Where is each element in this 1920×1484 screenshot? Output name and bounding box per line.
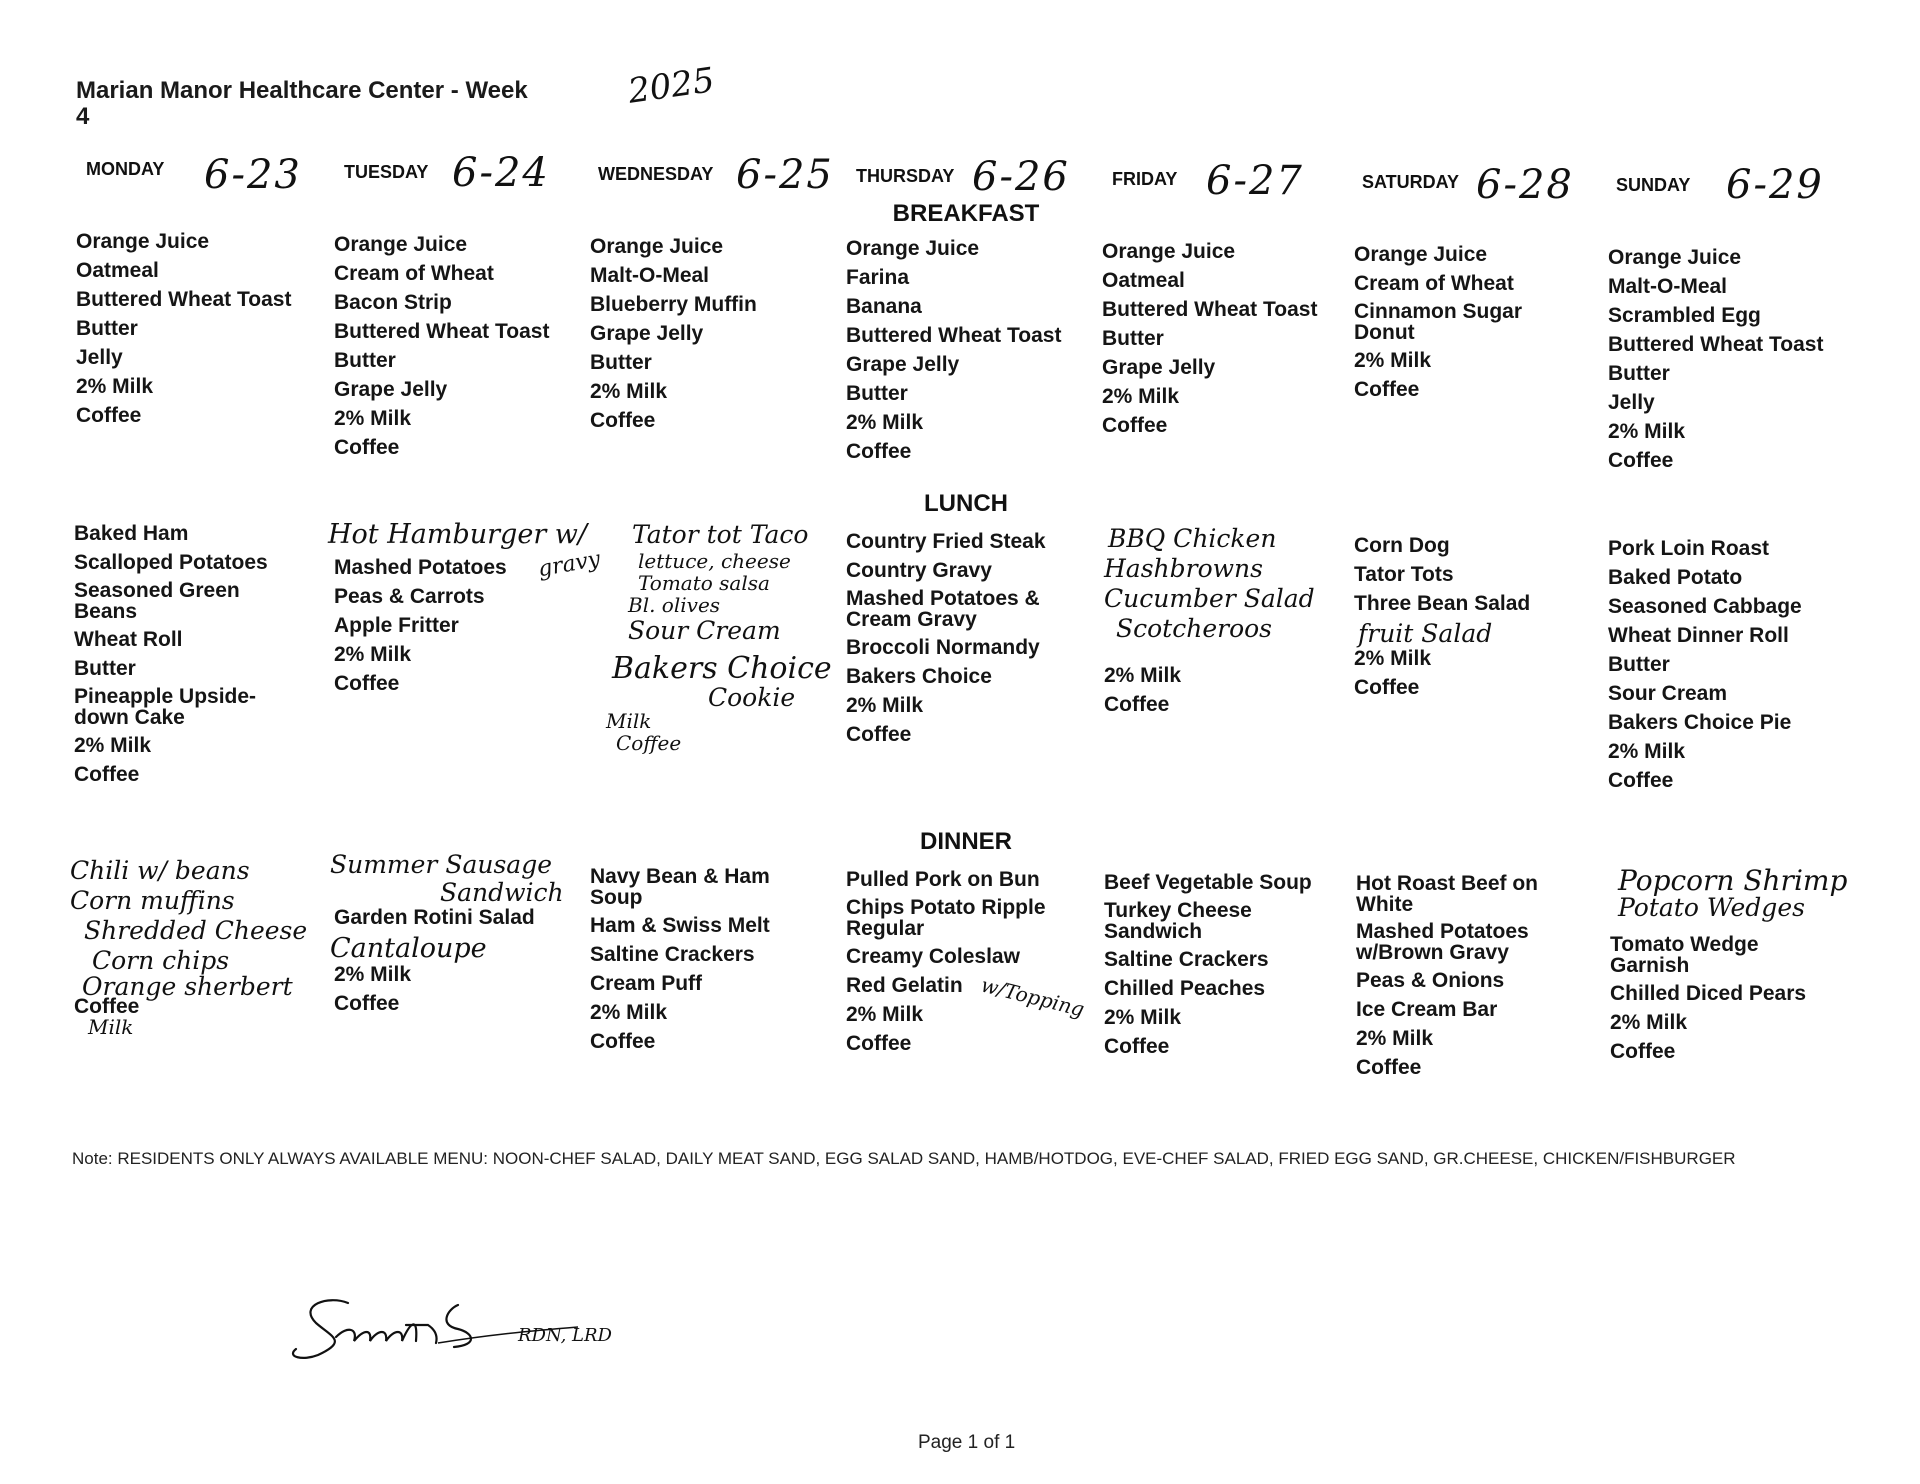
menu-item: 2% Milk <box>846 694 924 717</box>
date-friday: 6-27 <box>1206 158 1304 204</box>
menu-item: Pork Loin Roast <box>1608 537 1770 560</box>
menu-item: Coffee <box>74 995 140 1018</box>
menu-item: Orange Juice <box>590 235 724 258</box>
breakfast-tuesday <box>334 233 584 465</box>
handwritten-item: BBQ Chicken <box>1108 524 1277 553</box>
menu-item: Grape Jelly <box>590 322 704 345</box>
menu-item: Tator Tots <box>1354 563 1454 586</box>
menu-item: Turkey Cheese Sandwich <box>1104 899 1252 943</box>
handwritten-item: Popcorn Shrimp <box>1618 864 1848 897</box>
menu-item: Butter <box>590 351 652 374</box>
date-saturday: 6-28 <box>1476 162 1574 208</box>
menu-item: Butter <box>76 317 138 340</box>
menu-item: Oatmeal <box>1102 269 1185 292</box>
menu-item: Blueberry Muffin <box>590 293 757 316</box>
menu-item: Farina <box>846 266 910 289</box>
menu-item: Cream of Wheat <box>334 262 494 285</box>
handwritten-item: Hot Hamburger w/ <box>328 519 588 550</box>
handwritten-item: Cookie <box>708 683 796 712</box>
svg-text:RDN, LRD: RDN, LRD <box>518 1325 612 1346</box>
dinner-thursday <box>846 868 1076 1061</box>
menu-item: Buttered Wheat Toast <box>1102 298 1318 321</box>
menu-item: 2% Milk <box>74 734 152 757</box>
menu-item: Butter <box>334 349 396 372</box>
menu-item: 2% Milk <box>1104 1006 1182 1029</box>
menu-item: Mashed Potatoes & Cream Gravy <box>846 587 1040 631</box>
section-lunch: LUNCH <box>924 490 1008 517</box>
handwritten-item: Hashbrowns <box>1104 554 1263 583</box>
menu-item: Ham & Swiss Melt <box>590 914 770 937</box>
handwritten-item: fruit Salad <box>1358 619 1493 648</box>
menu-item: Orange Juice <box>1102 240 1236 263</box>
menu-item: Country Fried Steak <box>846 530 1046 553</box>
handwritten-item: Shredded Cheese <box>84 916 308 945</box>
menu-item: Seasoned Green Beans <box>74 579 240 623</box>
handwritten-item: Cucumber Salad <box>1104 584 1315 613</box>
menu-item: Hot Roast Beef on White <box>1356 872 1539 916</box>
page-number: Page 1 of 1 <box>918 1432 1016 1453</box>
menu-item: Coffee <box>1104 693 1170 716</box>
menu-item: Pineapple Upside-down Cake <box>74 685 257 729</box>
menu-item: Coffee <box>846 1032 912 1055</box>
menu-item: Ice Cream Bar <box>1356 998 1498 1021</box>
lunch-saturday <box>1354 534 1604 705</box>
menu-item: Sour Cream <box>1608 682 1728 705</box>
date-sunday: 6-29 <box>1726 162 1824 208</box>
menu-item: Coffee <box>1608 769 1674 792</box>
handwritten-item: Chili w/ beans <box>70 856 250 885</box>
menu-item: 2% Milk <box>1608 420 1686 443</box>
handwritten-item: Milk <box>88 1015 134 1039</box>
handwritten-item: Potato Wedges <box>1618 893 1805 922</box>
menu-item: Coffee <box>334 992 400 1015</box>
menu-item: Orange Juice <box>334 233 468 256</box>
menu-item: Saltine Crackers <box>1104 948 1269 971</box>
date-tuesday: 6-24 <box>452 150 550 196</box>
menu-item: Coffee <box>1356 1056 1422 1079</box>
day-sunday: SUNDAY <box>1616 175 1691 195</box>
menu-item: Peas & Carrots <box>334 585 485 608</box>
menu-item: Apple Fritter <box>334 614 459 637</box>
breakfast-sunday <box>1608 246 1858 478</box>
menu-item: Mashed Potatoes <box>334 556 507 579</box>
menu-item: Buttered Wheat Toast <box>1608 333 1824 356</box>
menu-item: Coffee <box>1610 1040 1676 1063</box>
menu-item: Coffee <box>590 1030 656 1053</box>
menu-item: Orange Juice <box>1354 243 1488 266</box>
menu-item: Coffee <box>334 436 400 459</box>
breakfast-friday <box>1102 240 1352 443</box>
menu-item: Tomato Wedge Garnish <box>1610 933 1759 977</box>
menu-item: Saltine Crackers <box>590 943 755 966</box>
handwritten-item: Scotcheroos <box>1116 614 1273 643</box>
breakfast-saturday <box>1354 243 1584 407</box>
menu-item: 2% Milk <box>1104 664 1182 687</box>
menu-item: Mashed Potatoes w/Brown Gravy <box>1356 920 1529 964</box>
menu-item: Bakers Choice Pie <box>1608 711 1792 734</box>
menu-item: Coffee <box>1354 676 1420 699</box>
menu-item: Coffee <box>74 763 140 786</box>
menu-item: Jelly <box>76 346 123 369</box>
handwritten-item: gravy <box>536 546 603 583</box>
menu-item: Jelly <box>1608 391 1655 414</box>
menu-item: Butter <box>1608 362 1670 385</box>
menu-item: 2% Milk <box>1354 349 1432 372</box>
dinner-wednesday <box>590 866 820 1059</box>
menu-item: Butter <box>74 657 136 680</box>
menu-item: Broccoli Normandy <box>846 636 1040 659</box>
breakfast-wednesday <box>590 235 840 438</box>
handwritten-item: Coffee <box>616 731 682 755</box>
menu-item: Butter <box>1102 327 1164 350</box>
menu-item: Beef Vegetable Soup <box>1104 871 1312 894</box>
date-wednesday: 6-25 <box>736 152 834 198</box>
day-saturday: SATURDAY <box>1362 172 1460 192</box>
menu-item: Banana <box>846 295 922 318</box>
menu-item: Cinnamon Sugar Donut <box>1354 300 1523 344</box>
lunch-friday <box>1104 524 1354 722</box>
menu-item: Coffee <box>334 672 400 695</box>
menu-item: Coffee <box>846 723 912 746</box>
menu-item: Bakers Choice <box>846 665 992 688</box>
handwritten-item: Cantaloupe <box>330 933 487 964</box>
dinner-monday <box>70 856 320 1038</box>
menu-item: 2% Milk <box>1354 647 1432 670</box>
handwritten-item: Sour Cream <box>628 616 781 645</box>
menu-item: Butter <box>1608 653 1670 676</box>
menu-item: 2% Milk <box>1356 1027 1434 1050</box>
menu-item: 2% Milk <box>334 407 412 430</box>
handwritten-item: lettuce, cheese <box>638 549 791 573</box>
handwritten-item: Bl. olives <box>628 593 721 617</box>
always-available-note: Note: RESIDENTS ONLY ALWAYS AVAILABLE MENU: NOON-CHEF SALAD, DAILY MEAT SAND, EGG SALAD SAND, HAMB/HOTDOG, EVE-CHEF SALAD, FRIED EGG SAND, GR.CHEESE, CHICKEN/FISHBURGER <box>72 1149 1736 1168</box>
handwritten-item: Tator tot Taco <box>632 520 809 549</box>
lunch-tuesday <box>334 556 584 701</box>
menu-item: Coffee <box>1102 414 1168 437</box>
menu-item: Scalloped Potatoes <box>74 551 268 574</box>
menu-item: Coffee <box>1104 1035 1170 1058</box>
menu-item: Creamy Coleslaw <box>846 945 1020 968</box>
menu-item: Chilled Diced Pears <box>1610 982 1807 1005</box>
section-breakfast: BREAKFAST <box>892 200 1040 227</box>
handwritten-item: Corn muffins <box>70 886 235 915</box>
menu-item: Buttered Wheat Toast <box>846 324 1062 347</box>
menu-item: 2% Milk <box>1610 1011 1688 1034</box>
lunch-monday <box>74 522 284 792</box>
menu-item: Baked Ham <box>74 522 189 545</box>
menu-item: 2% Milk <box>590 1001 668 1024</box>
menu-item: Coffee <box>1608 449 1674 472</box>
lunch-sunday <box>1608 537 1858 798</box>
menu-item: Coffee <box>76 404 142 427</box>
menu-item: Buttered Wheat Toast <box>76 288 292 311</box>
menu-item: Orange Juice <box>76 230 210 253</box>
menu-item: Wheat Roll <box>74 628 183 651</box>
menu-item: Three Bean Salad <box>1354 592 1531 615</box>
dinner-tuesday <box>330 850 580 1021</box>
menu-item: Oatmeal <box>76 259 159 282</box>
menu-item: Malt-O-Meal <box>1608 275 1728 298</box>
dinner-saturday <box>1356 873 1586 1085</box>
dinner-friday <box>1104 871 1334 1064</box>
handwritten-item: Milk <box>606 709 652 733</box>
menu-item: Corn Dog <box>1354 534 1450 557</box>
menu-item: Baked Potato <box>1608 566 1743 589</box>
day-monday: MONDAY <box>86 159 165 179</box>
menu-item: 2% Milk <box>334 963 412 986</box>
menu-item: Country Gravy <box>846 559 992 582</box>
menu-item: Wheat Dinner Roll <box>1608 624 1789 647</box>
menu-item: Malt-O-Meal <box>590 264 710 287</box>
day-tuesday: TUESDAY <box>344 162 429 182</box>
menu-item: Cream of Wheat <box>1354 272 1514 295</box>
menu-item: Grape Jelly <box>334 378 448 401</box>
menu-item: Orange Juice <box>846 237 980 260</box>
menu-item: 2% Milk <box>846 1003 924 1026</box>
menu-item: Scrambled Egg <box>1608 304 1761 327</box>
handwritten-item: Tomato salsa <box>638 571 770 595</box>
menu-item: Chilled Peaches <box>1104 977 1266 1000</box>
menu-item: Coffee <box>590 409 656 432</box>
date-monday: 6-23 <box>204 152 302 198</box>
handwritten-item: Orange sherbert <box>82 972 293 1001</box>
dinner-sunday <box>1618 866 1868 920</box>
menu-item: Navy Bean & Ham Soup <box>590 865 770 909</box>
menu-item: Garden Rotini Salad <box>334 906 535 929</box>
handwritten-item: Summer Sausage <box>330 850 552 879</box>
handwritten-item: Sandwich <box>440 878 564 907</box>
menu-item: Seasoned Cabbage <box>1608 595 1802 618</box>
handwritten-item: Bakers Choice <box>612 651 832 686</box>
lunch-wednesday <box>606 520 862 755</box>
menu-item: Grape Jelly <box>1102 356 1216 379</box>
menu-item: Buttered Wheat Toast <box>334 320 550 343</box>
lunch-thursday <box>846 530 1086 752</box>
section-dinner: DINNER <box>919 828 1012 855</box>
menu-item: Red Gelatin <box>846 974 963 997</box>
menu-item: 2% Milk <box>846 411 924 434</box>
menu-item: Pulled Pork on Bun <box>846 868 1040 891</box>
signature <box>288 1285 688 1375</box>
breakfast-monday <box>76 230 326 433</box>
day-thursday: THURSDAY <box>856 166 955 186</box>
page-title: Marian Manor Healthcare Center - Week 4 <box>76 77 528 130</box>
dinner-sunday-printed <box>1610 934 1830 1069</box>
handwritten-item: Corn chips <box>92 946 230 975</box>
menu-item: 2% Milk <box>1102 385 1180 408</box>
menu-item: 2% Milk <box>76 375 154 398</box>
menu-item: Bacon Strip <box>334 291 452 314</box>
day-wednesday: WEDNESDAY <box>598 164 714 184</box>
menu-item: Peas & Onions <box>1356 969 1505 992</box>
menu-item: Chips Potato Ripple Regular <box>846 896 1046 940</box>
date-thursday: 6-26 <box>972 154 1070 200</box>
handwritten-year: 2025 <box>625 60 717 112</box>
menu-item: 2% Milk <box>1608 740 1686 763</box>
menu-item: 2% Milk <box>334 643 412 666</box>
breakfast-thursday <box>846 237 1096 469</box>
menu-item: Grape Jelly <box>846 353 960 376</box>
menu-item: Coffee <box>846 440 912 463</box>
day-friday: FRIDAY <box>1112 169 1178 189</box>
menu-item: Coffee <box>1354 378 1420 401</box>
handwritten-item: w/Topping <box>978 972 1087 1022</box>
menu-item: Cream Puff <box>590 972 703 995</box>
menu-item: 2% Milk <box>590 380 668 403</box>
menu-item: Butter <box>846 382 908 405</box>
menu-item: Orange Juice <box>1608 246 1742 269</box>
